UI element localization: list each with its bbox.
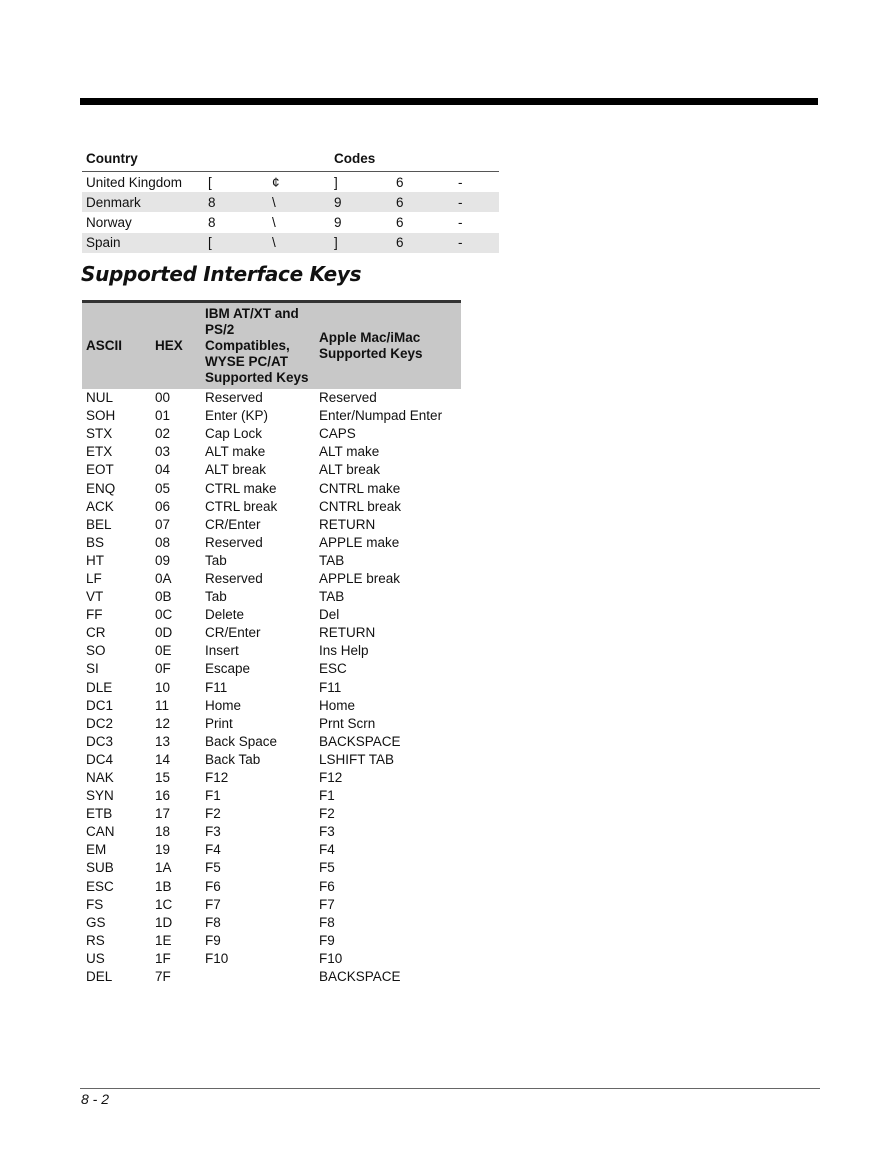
country-code-cell: 6: [396, 214, 404, 230]
apple-key-cell: TAB: [319, 589, 345, 605]
ascii-cell: STX: [86, 426, 113, 442]
country-code-cell: \: [268, 192, 330, 212]
key-row: [82, 841, 461, 859]
key-row: [82, 461, 461, 479]
key-row: [82, 769, 461, 787]
hex-cell: 11: [155, 697, 170, 713]
ibm-key-cell: F7: [205, 896, 221, 912]
apple-key-cell: RETURN: [319, 625, 376, 641]
hex-cell: 0B: [155, 589, 172, 605]
country-code-cell: -: [454, 233, 499, 253]
country-code-cell: -: [458, 174, 463, 190]
apple-key-cell: F6: [319, 878, 335, 894]
ascii-cell: CAN: [86, 824, 115, 840]
key-row: [82, 823, 461, 841]
key-row: [82, 660, 461, 678]
key-row: [82, 570, 461, 588]
apple-key-cell: Ins Help: [319, 643, 369, 659]
key-row: [82, 932, 461, 950]
ascii-cell: FF: [86, 607, 103, 623]
country-name: Denmark: [82, 192, 204, 212]
ibm-key-cell: Back Space: [205, 733, 278, 749]
key-row: [82, 697, 461, 715]
ibm-key-cell: Enter (KP): [205, 408, 269, 424]
ibm-key-cell: Print: [205, 715, 233, 731]
hex-cell: 04: [155, 462, 171, 478]
hex-cell: 0F: [155, 661, 171, 677]
hex-header: HEX: [151, 302, 201, 390]
country-code-cell: ]: [330, 233, 392, 253]
country-row: [82, 212, 499, 232]
apple-key-cell: F7: [319, 896, 335, 912]
country-code-cell: [: [204, 233, 268, 253]
ibm-key-cell: F4: [205, 842, 221, 858]
apple-key-cell: Reserved: [319, 390, 377, 406]
key-row: [82, 552, 461, 570]
apple-header: Apple Mac/iMac Supported Keys: [315, 302, 461, 390]
apple-key-cell: Home: [319, 697, 356, 713]
ibm-key-cell: Reserved: [205, 570, 263, 586]
apple-key-cell: APPLE break: [319, 570, 401, 586]
ibm-key-cell: F1: [205, 788, 221, 804]
ascii-cell: VT: [86, 589, 104, 605]
key-row: [82, 878, 461, 896]
ibm-key-cell: F5: [205, 860, 221, 876]
ibm-key-cell: ALT make: [205, 444, 266, 460]
hex-cell: 1F: [155, 950, 171, 966]
hex-cell: 18: [155, 824, 171, 840]
ascii-cell: ESC: [86, 878, 114, 894]
hex-cell: 0D: [155, 625, 173, 641]
apple-key-cell: ALT make: [319, 444, 380, 460]
hex-cell: 16: [155, 788, 171, 804]
apple-key-cell: Enter/Numpad Enter: [319, 408, 443, 424]
ibm-key-cell: CTRL break: [205, 498, 278, 514]
ibm-key-cell: F8: [205, 914, 221, 930]
ibm-key-cell: F10: [205, 950, 229, 966]
ascii-cell: BS: [86, 534, 105, 550]
keys-header-row: [82, 302, 461, 390]
key-row: [82, 642, 461, 660]
country-row: [82, 172, 499, 193]
apple-key-cell: APPLE make: [319, 534, 400, 550]
hex-cell: 05: [155, 480, 171, 496]
ascii-cell: SO: [86, 643, 106, 659]
ibm-key-cell: Delete: [205, 607, 245, 623]
apple-key-cell: Del: [319, 607, 340, 623]
apple-key-cell: F4: [319, 842, 335, 858]
ascii-cell: GS: [86, 914, 106, 930]
key-row: [82, 805, 461, 823]
country-code-cell: 6: [392, 233, 454, 253]
key-row: [82, 968, 461, 986]
apple-key-cell: ESC: [319, 661, 347, 677]
bottom-rule: [80, 1088, 820, 1089]
hex-cell: 10: [155, 679, 171, 695]
country-row: [82, 233, 499, 253]
ibm-key-cell: F2: [205, 806, 221, 822]
ascii-cell: LF: [86, 570, 102, 586]
hex-cell: 03: [155, 444, 171, 460]
hex-cell: 02: [155, 426, 171, 442]
apple-key-cell: F2: [319, 806, 335, 822]
apple-key-cell: F10: [319, 950, 343, 966]
ascii-cell: DLE: [86, 679, 113, 695]
key-row: [82, 588, 461, 606]
country-code-cell: [: [208, 174, 212, 190]
apple-key-cell: CNTRL break: [319, 498, 402, 514]
key-row: [82, 751, 461, 769]
interface-keys-body: [82, 389, 461, 986]
ascii-cell: DC2: [86, 715, 114, 731]
ibm-key-cell: CTRL make: [205, 480, 277, 496]
key-row: [82, 389, 461, 407]
country-code-cell: 6: [392, 192, 454, 212]
country-code-cell: ]: [334, 174, 338, 190]
ibm-key-cell: Reserved: [205, 534, 263, 550]
key-row: [82, 624, 461, 642]
ibm-key-cell: Insert: [205, 643, 239, 659]
key-row: [82, 896, 461, 914]
ibm-key-cell: [201, 968, 315, 986]
apple-key-cell: F8: [319, 914, 335, 930]
ascii-cell: NAK: [86, 770, 114, 786]
hex-cell: 0E: [155, 643, 172, 659]
ascii-cell: DC4: [86, 751, 114, 767]
hex-cell: 07: [155, 516, 171, 532]
apple-key-cell: BACKSPACE: [319, 733, 401, 749]
country-header: Country: [82, 147, 204, 172]
ibm-key-cell: Tab: [205, 552, 227, 568]
ascii-cell: SI: [86, 661, 99, 677]
ibm-key-cell: Escape: [205, 661, 251, 677]
ascii-cell: DC3: [86, 733, 114, 749]
country-code-cell: \: [268, 233, 330, 253]
section-title: Supported Interface Keys: [81, 262, 362, 286]
ibm-header: IBM AT/XT and PS/2 Compatibles, WYSE PC/AT Supported Keys: [201, 302, 315, 390]
ibm-key-cell: Cap Lock: [205, 426, 263, 442]
ascii-cell: EOT: [86, 462, 114, 478]
hex-cell: 1E: [155, 932, 172, 948]
apple-key-cell: F1: [319, 788, 335, 804]
top-rule: [80, 98, 818, 105]
ibm-key-cell: F6: [205, 878, 221, 894]
key-row: [82, 407, 461, 425]
ascii-cell: NUL: [86, 390, 114, 406]
country-code-cell: \: [272, 214, 276, 230]
ascii-cell: CR: [86, 625, 106, 641]
ascii-cell: DEL: [86, 969, 113, 985]
key-row: [82, 787, 461, 805]
apple-key-cell: LSHIFT TAB: [319, 751, 395, 767]
apple-key-cell: F12: [319, 770, 343, 786]
key-row: [82, 950, 461, 968]
apple-key-cell: F9: [319, 932, 335, 948]
ascii-cell: HT: [86, 552, 104, 568]
hex-cell: 0C: [155, 607, 173, 623]
country-codes-header-row: [82, 147, 499, 172]
ascii-header: ASCII: [82, 302, 151, 390]
apple-key-cell: TAB: [319, 552, 345, 568]
country-codes-table: [82, 147, 499, 253]
hex-cell: 1A: [155, 860, 172, 876]
ascii-cell: FS: [86, 896, 104, 912]
country-name: United Kingdom: [86, 174, 183, 190]
ibm-key-cell: F12: [205, 770, 229, 786]
country-code-cell: 9: [330, 192, 392, 212]
key-row: [82, 534, 461, 552]
hex-cell: 06: [155, 498, 171, 514]
key-row: [82, 679, 461, 697]
hex-cell: 01: [155, 408, 171, 424]
apple-key-cell: CNTRL make: [319, 480, 401, 496]
country-code-cell: -: [458, 214, 463, 230]
ibm-key-cell: F9: [205, 932, 221, 948]
ascii-cell: EM: [86, 842, 107, 858]
country-code-cell: 9: [334, 214, 342, 230]
codes-header: Codes: [330, 147, 392, 172]
key-row: [82, 516, 461, 534]
hex-cell: 1C: [155, 896, 173, 912]
ibm-key-cell: Tab: [205, 589, 227, 605]
ibm-key-cell: Home: [205, 697, 242, 713]
ascii-cell: ETB: [86, 806, 113, 822]
key-row: [82, 479, 461, 497]
ibm-key-cell: F3: [205, 824, 221, 840]
hex-cell: 08: [155, 534, 171, 550]
ascii-cell: ACK: [86, 498, 114, 514]
key-row: [82, 859, 461, 877]
page-number: 8 - 2: [81, 1091, 110, 1107]
hex-cell: 14: [155, 751, 171, 767]
hex-cell: 0A: [155, 570, 172, 586]
hex-cell: 15: [155, 770, 171, 786]
key-row: [82, 498, 461, 516]
ascii-cell: US: [86, 950, 105, 966]
apple-key-cell: F11: [319, 679, 342, 695]
apple-key-cell: ALT break: [319, 462, 381, 478]
ascii-cell: SYN: [86, 788, 114, 804]
ibm-key-cell: Back Tab: [205, 751, 261, 767]
apple-key-cell: F5: [319, 860, 335, 876]
ibm-key-cell: Reserved: [205, 390, 263, 406]
apple-key-cell: CAPS: [319, 426, 356, 442]
ascii-cell: BEL: [86, 516, 112, 532]
apple-key-cell: BACKSPACE: [319, 969, 401, 985]
hex-cell: 13: [155, 733, 171, 749]
apple-key-cell: RETURN: [319, 516, 376, 532]
country-code-cell: 6: [396, 174, 404, 190]
ascii-cell: ETX: [86, 444, 113, 460]
ascii-cell: DC1: [86, 697, 114, 713]
hex-cell: 17: [155, 806, 171, 822]
hex-cell: 1D: [155, 914, 173, 930]
country-row: [82, 192, 499, 212]
country-name: Spain: [82, 233, 204, 253]
country-code-cell: 8: [208, 214, 216, 230]
country-code-cell: ¢: [272, 174, 280, 190]
ibm-key-cell: ALT break: [205, 462, 267, 478]
hex-cell: 12: [155, 715, 171, 731]
ibm-key-cell: CR/Enter: [205, 516, 261, 532]
hex-cell: 19: [155, 842, 171, 858]
hex-cell: 09: [155, 552, 171, 568]
hex-cell: 7F: [155, 969, 171, 985]
apple-key-cell: F3: [319, 824, 335, 840]
country-code-cell: 8: [204, 192, 268, 212]
ascii-cell: SUB: [86, 860, 114, 876]
key-row: [82, 425, 461, 443]
ibm-key-cell: F11: [205, 679, 228, 695]
hex-cell: 00: [155, 390, 171, 406]
country-codes-body: [82, 172, 499, 253]
country-code-cell: -: [454, 192, 499, 212]
key-row: [82, 914, 461, 932]
key-row: [82, 443, 461, 461]
ascii-cell: RS: [86, 932, 105, 948]
key-row: [82, 733, 461, 751]
key-row: [82, 715, 461, 733]
ascii-cell: ENQ: [86, 480, 116, 496]
ascii-cell: SOH: [86, 408, 116, 424]
interface-keys-table: [82, 300, 461, 986]
key-row: [82, 606, 461, 624]
hex-cell: 1B: [155, 878, 172, 894]
country-name: Norway: [86, 214, 132, 230]
apple-key-cell: Prnt Scrn: [319, 715, 376, 731]
ibm-key-cell: CR/Enter: [205, 625, 261, 641]
